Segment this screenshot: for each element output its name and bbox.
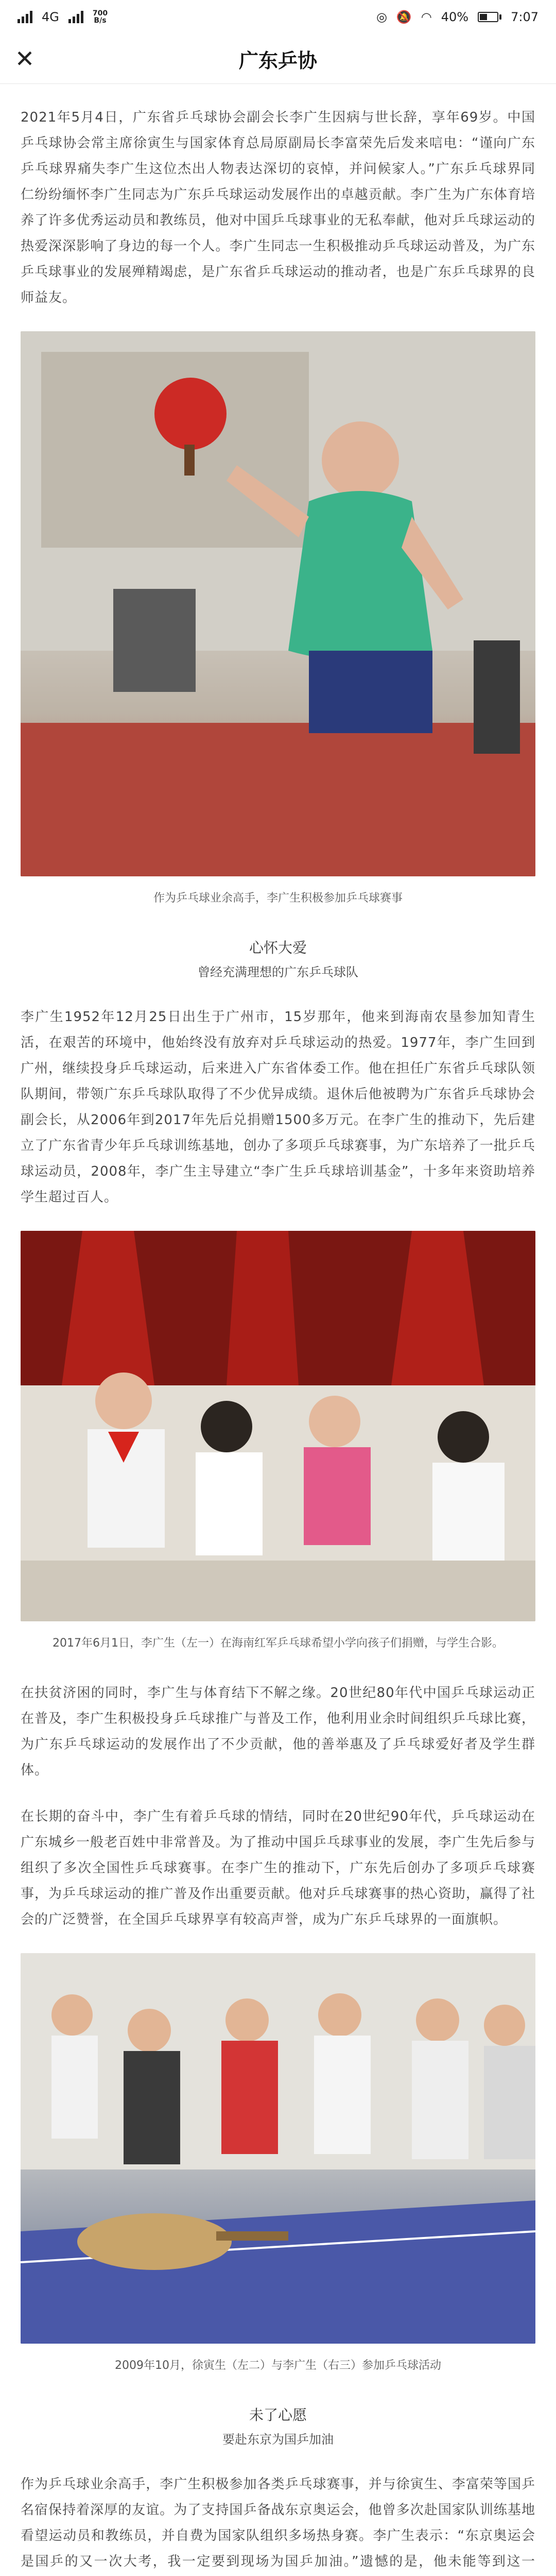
section-1-title: 心怀大爱 — [249, 939, 307, 956]
page-title: 广东乒协 — [238, 50, 317, 72]
close-icon[interactable]: ✕ — [14, 45, 35, 72]
battery-icon — [478, 12, 501, 22]
section-2-title: 未了心愿 — [249, 2406, 307, 2424]
speed-unit: B/s — [94, 16, 107, 25]
section-1-subtitle: 曾经充满理想的广东乒乓球队 — [198, 965, 358, 979]
section-2-subtitle: 要赴东京为国乒加油 — [222, 2432, 334, 2447]
paragraph-4: 在长期的奋斗中，李广生有着乒乓球的情结，同时在20世纪90年代，乒乓球运动在广东城乡一般老百姓中非常普及。为了推动中国乒乓球事业的发展，李广生先后参与组织了多次全国性乒乓球赛事。在李广生的推动下，广东先后创办了多项乒乓球赛事，为乒乓球运动的推广普及作出重要贡献。他对乒乓球赛事的热心资助，赢得了社会的广泛赞誉，在全国乒乓球界享有较高声誉，成为广东乒乓球界的一面旗帜。 — [21, 1809, 535, 1927]
bell-off-icon: 🔕 — [396, 10, 412, 24]
nav-bar — [0, 34, 556, 84]
status-right — [376, 10, 538, 24]
section-heading-2 — [21, 2402, 535, 2451]
signal-icon-2 — [68, 11, 83, 23]
intro-paragraph: 2021年5月4日，广东省乒乓球协会副会长李广生因病与世长辞，享年69岁。中国乒乓球协会常主席徐寅生与国家体育总局原副局长李富荣先后发来唁电：“谨向广东乒乓球界痛失李广生这位杰出人物表达深切的哀悼，并问候家人。”广东乒乓球界同仁纷纷缅怀李广生同志为广东乒乓球运动发展作出的卓越贡献。李广生为广东体育培养了许多优秀运动员和教练员，他对中国乒乓球事业的无私奉献，他对乒乓球运动的热爱深深影响了身边的每一个人。李广生同志一生积极推动乒乓球运动普及，为广东乒乓球事业的发展殚精竭虑，是广东省乒乓球运动的推动者，也是广东乒乓球界的良师益友。 — [21, 110, 535, 306]
network-speed — [93, 10, 108, 24]
player-photo — [21, 331, 535, 876]
classroom-illustration — [21, 1231, 535, 1621]
clock: 7:07 — [511, 10, 538, 24]
photo-caption-3: 2009年10月，徐寅生（左二）与李广生（右三）参加乒乓球活动 — [115, 2359, 441, 2372]
section-heading-1 — [21, 935, 535, 984]
table-tennis-illustration — [21, 1953, 535, 2344]
wifi-icon: ◠ — [421, 10, 432, 24]
paragraph-3: 在扶贫济困的同时，李广生与体育结下不解之缘。20世纪80年代中国乒乓球运动正在普及，李广生积极投身乒乓球推广与普及工作，他利用业余时间组织乒乓球比赛，为广东乒乓球运动的发展作出了不少贡献，他的善举惠及了乒乓球爱好者及学生群体。 — [21, 1685, 535, 1778]
photo-caption-2: 2017年6月1日，李广生（左一）在海南红军乒乓球希望小学向孩子们捐赠，与学生合影。 — [53, 1637, 503, 1650]
eye-icon: ◎ — [376, 10, 387, 24]
article — [0, 84, 556, 2576]
table-tennis-photo — [21, 1953, 535, 2344]
signal-icon — [18, 11, 32, 23]
paragraph-2: 李广生1952年12月25日出生于广州市，15岁那年，他来到海南农垦参加知青生活，在艰苦的环境中，他始终没有放弃对乒乓球运动的热爱。1977年，李广生回到广州，继续投身乒乓球运动，后来进入广东省体委工作。他在担任广东省乒乓球队领队期间，带领广东乒乓球队取得了不少优异成绩。退休后他被聘为广东省乒乓球协会副会长，从2006年到2017年先后兑捐赠1500多万元。在李广生的推动下，先后建立了广东省青少年乒乓球训练基地，创办了多项乒乓球赛事，为广东培养了一批乒乓球运动员，2008年，李广生主导建立“李广生乒乓球培训基金”，十多年来资助培养学生超过百人。 — [21, 1009, 535, 1205]
player-illustration — [21, 331, 535, 876]
classroom-photo — [21, 1231, 535, 1621]
status-left — [18, 10, 108, 24]
paragraph-5: 作为乒乓球业余高手，李广生积极参加各类乒乓球赛事，并与徐寅生、李富荣等国乒名宿保持着深厚的友谊。为了支持国乒备战东京奥运会，他曾多次赴国家队训练基地看望运动员和教练员，并自费为国家队组织多场热身赛。李广生表示：“东京奥运会是国乒的又一次大考，我一定要到现场为国乒加油。”遗憾的是，他未能等到这一 — [21, 2477, 535, 2569]
status-bar — [0, 0, 556, 34]
photo-caption-1: 作为乒乓球业余高手，李广生积极参加乒乓球赛事 — [153, 892, 403, 905]
network-type: 4G — [42, 10, 59, 24]
battery-percent: 40% — [441, 10, 469, 24]
speed-value: 700 — [92, 9, 108, 18]
